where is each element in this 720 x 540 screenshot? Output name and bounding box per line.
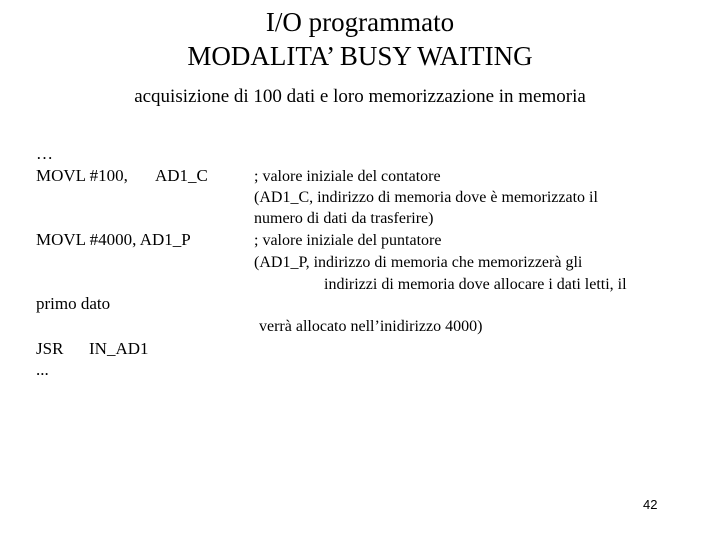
comment-line: (AD1_C, indirizzo di memoria dove è memorizzato il	[254, 189, 598, 206]
code-line-3: primo dato	[36, 294, 111, 313]
code-line-5: ...	[36, 360, 49, 379]
slide-subtitle: acquisizione di 100 dati e loro memorizzazione in memoria	[134, 86, 586, 107]
code-line-4-arg: IN_AD1	[89, 339, 149, 358]
code-line-1-arg: AD1_C	[155, 166, 208, 185]
comment-line: (AD1_P, indirizzo di memoria che memorizzerà gli	[254, 254, 583, 271]
code-line-1-op: MOVL #100,	[36, 166, 128, 185]
code-line-4-op: JSR	[36, 339, 64, 358]
comment-line: verrà allocato nell’inidirizzo 4000)	[259, 318, 483, 335]
slide-title-line2: MODALITA’ BUSY WAITING	[187, 41, 533, 71]
page-number: 42	[643, 497, 658, 512]
comment-line: ; valore iniziale del puntatore	[254, 232, 442, 249]
slide-title-line1: I/O programmato	[265, 7, 455, 37]
comment-line: numero di dati da trasferire)	[254, 210, 434, 227]
ellipsis-top: …	[36, 144, 53, 163]
comment-line: ; valore iniziale del contatore	[254, 168, 441, 185]
code-line-2: MOVL #4000, AD1_P	[36, 230, 191, 249]
comment-line: indirizzi di memoria dove allocare i dati letti, il	[324, 276, 627, 293]
